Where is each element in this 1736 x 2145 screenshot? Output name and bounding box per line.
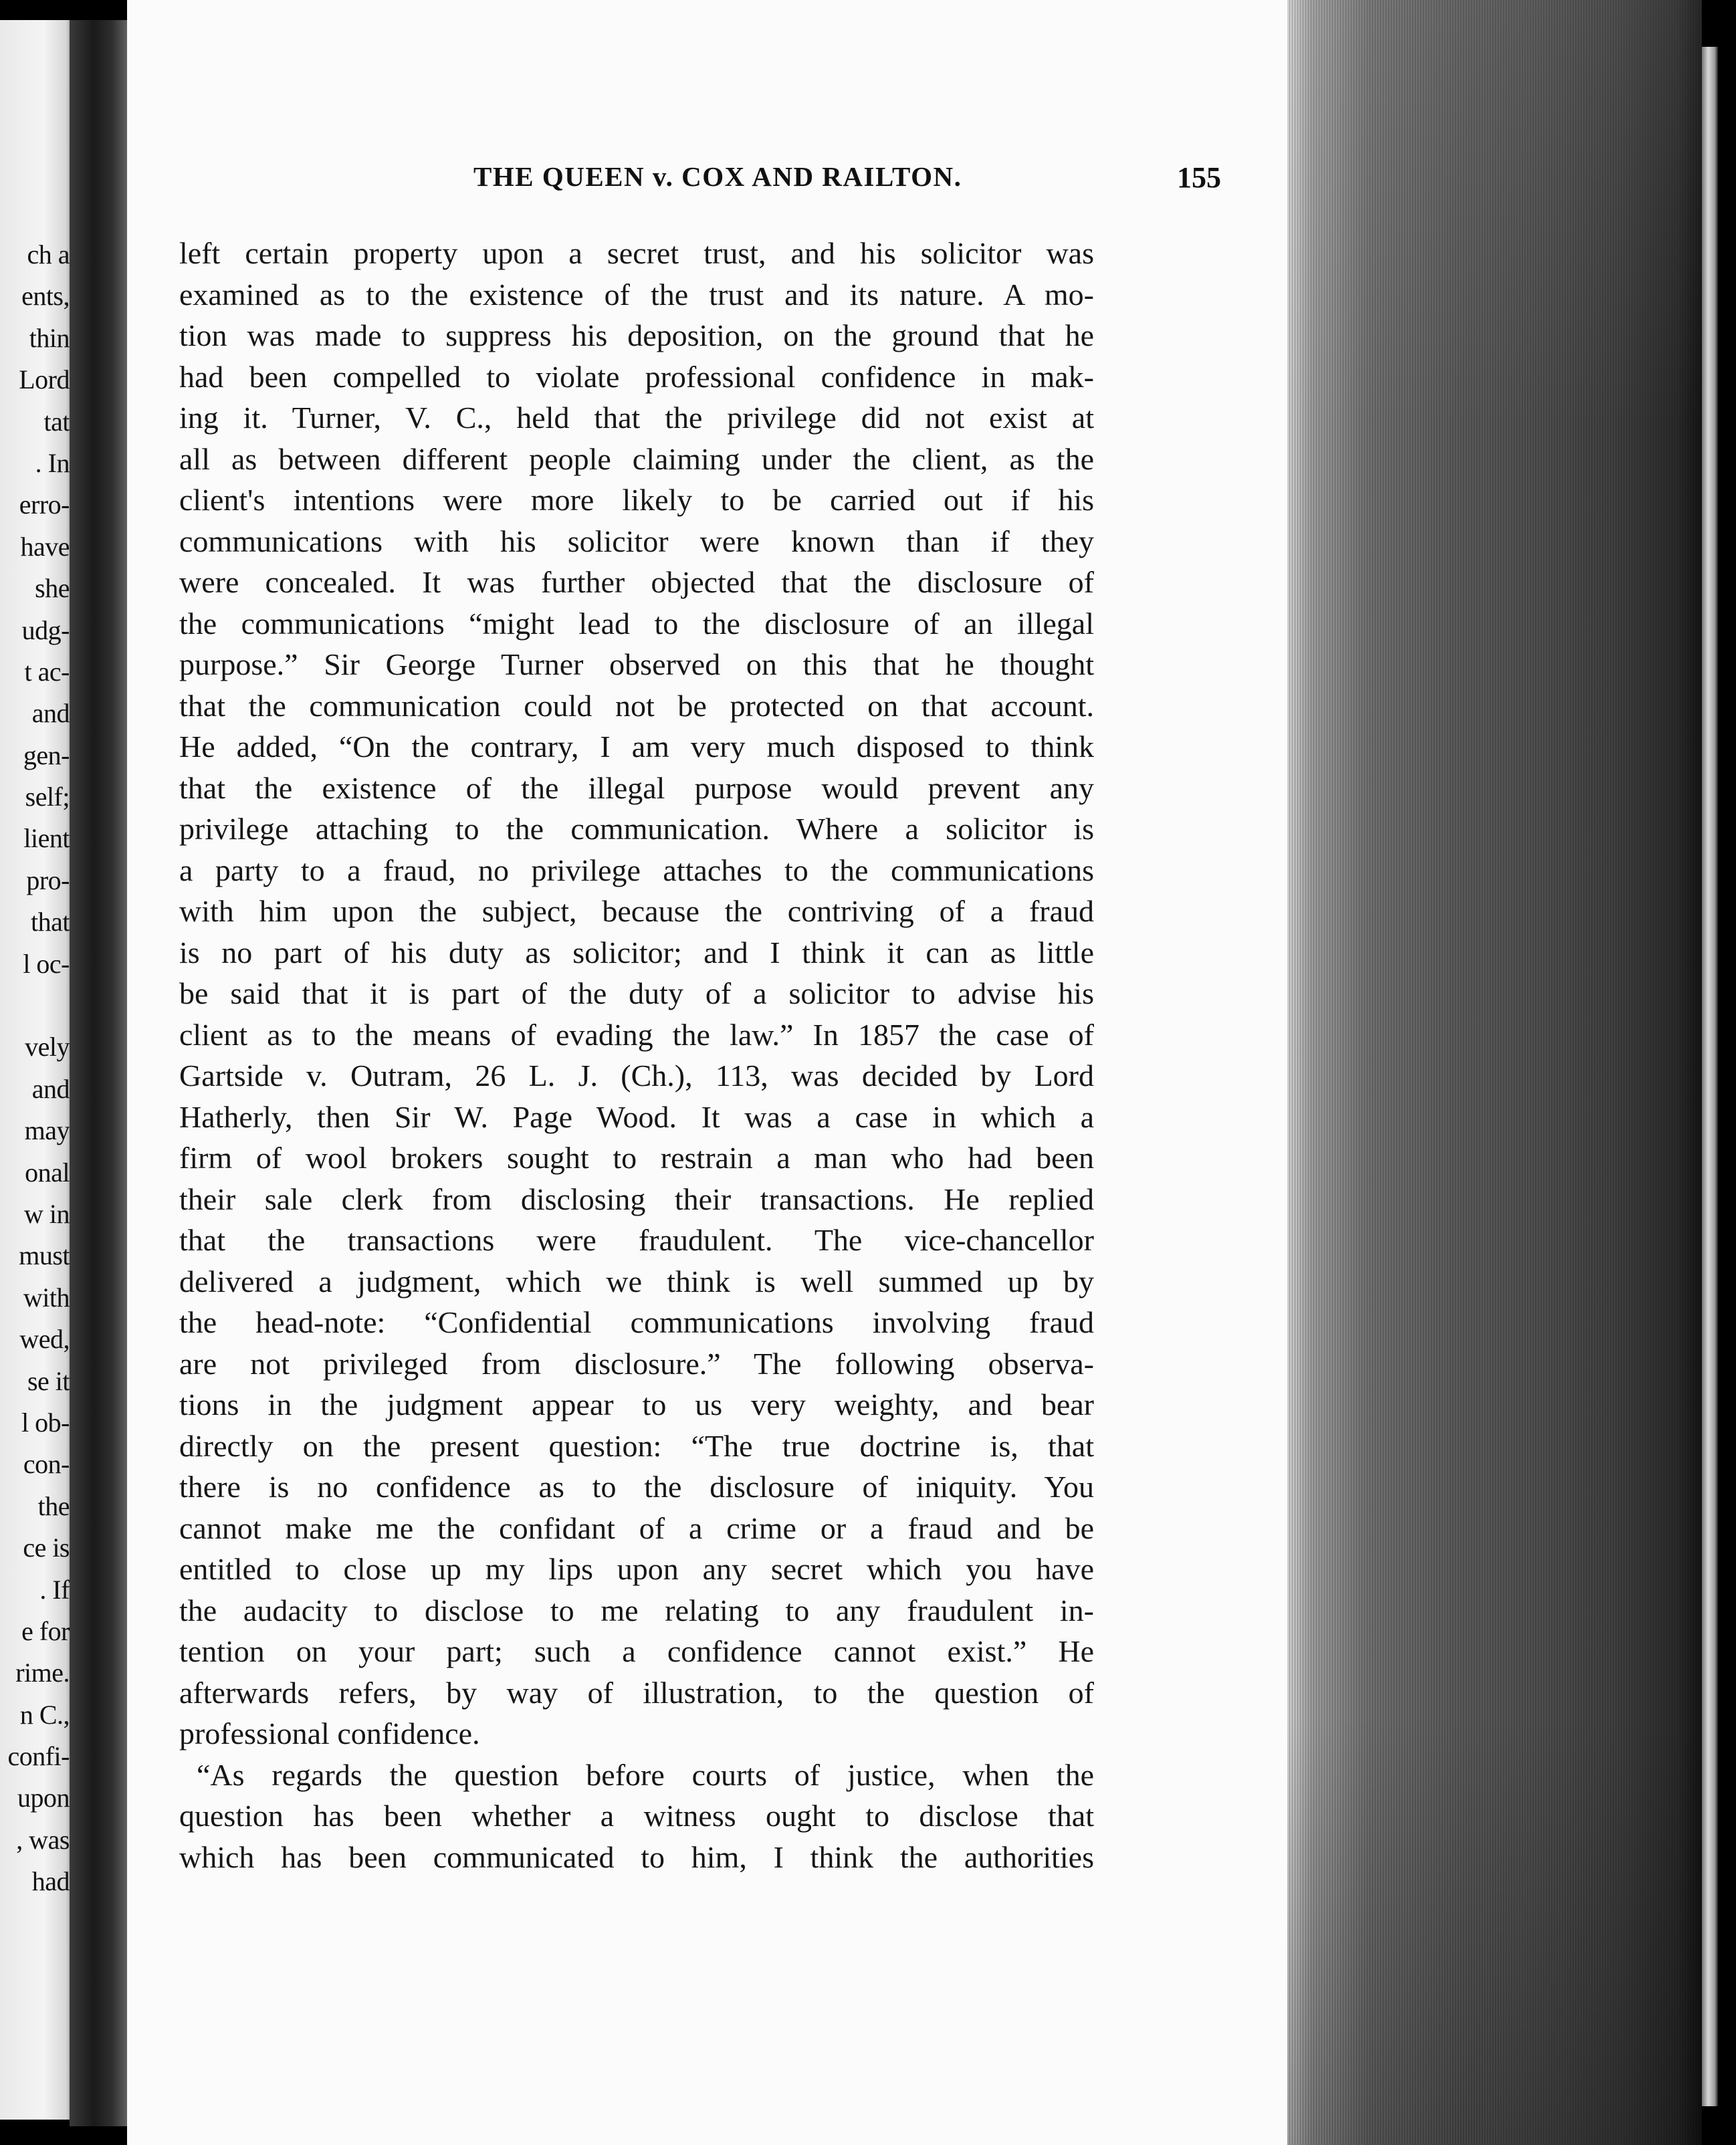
text-line: that the existence of the illegal purpose would prevent any — [179, 770, 1094, 805]
text-line: tention on your part; such a confidence cannot exist.” He — [179, 1634, 1094, 1668]
previous-page-line: with — [23, 1282, 70, 1313]
text-line: purpose.” Sir George Turner observed on this that he thought — [179, 647, 1094, 681]
previous-page-line: had — [31, 1866, 70, 1897]
previous-page-line: se it — [27, 1365, 70, 1396]
text-line: ing it. Turner, V. C., held that the privilege did not exist at — [179, 401, 1094, 435]
previous-page-line: con- — [23, 1449, 70, 1480]
text-line: a party to a fraud, no privilege attaches to the communications — [179, 853, 1094, 887]
text-line: be said that it is part of the duty of a solicitor to advise his — [179, 976, 1094, 1010]
previous-page-line: lient — [23, 823, 70, 854]
previous-page-line: . In — [35, 447, 70, 478]
previous-page-line — [0, 985, 70, 1026]
previous-page-line: vely — [25, 1032, 70, 1062]
text-line: client as to the means of evading the law.” In 1857 the case of — [179, 1017, 1094, 1052]
previous-page-line: ce is — [23, 1533, 70, 1563]
previous-page-line: pro- — [26, 865, 70, 895]
body-text — [179, 233, 1094, 1878]
text-line: there is no confidence as to the disclosure of iniquity. You — [179, 1470, 1094, 1504]
text-line: client's intentions were more likely to be carried out if his — [179, 483, 1094, 517]
text-line: professional confidence. — [179, 1716, 480, 1751]
previous-page-line: rime. — [15, 1658, 70, 1688]
text-line: privilege attaching to the communication. Where a solicitor is — [179, 812, 1094, 846]
book-fore-edge-shading — [1287, 0, 1702, 2145]
previous-page-line: n C., — [19, 1699, 70, 1730]
text-line: that the transactions were fraudulent. The vice-chancellor — [179, 1223, 1094, 1257]
text-line: the head-note: “Confidential communications involving fraud — [179, 1305, 1094, 1339]
text-line: were concealed. It was further objected that the disclosure of — [179, 565, 1094, 599]
text-line: their sale clerk from disclosing their transactions. He replied — [179, 1181, 1094, 1216]
previous-page-text — [0, 234, 70, 1903]
previous-page-line: may — [24, 1115, 70, 1146]
text-line: all as between different people claiming under the client, as the — [179, 441, 1094, 476]
text-line: are not privileged from disclosure.” The following observa- — [179, 1346, 1094, 1381]
previous-page-line: l ob- — [21, 1407, 70, 1438]
running-head-title: THE QUEEN v. COX AND RAILTON. — [473, 161, 962, 192]
previous-page-line: . If — [39, 1574, 70, 1605]
previous-page-line: confi- — [7, 1741, 70, 1772]
previous-page-line: w in — [24, 1198, 70, 1229]
previous-page-line: must — [19, 1240, 70, 1271]
previous-page-line: , was — [16, 1824, 70, 1855]
previous-page-line: e for — [21, 1615, 70, 1646]
previous-page-line: Lord — [19, 364, 70, 395]
text-line: with him upon the subject, because the contriving of a fraud — [179, 894, 1094, 928]
previous-page-line: l oc- — [23, 948, 70, 979]
previous-page-line: self; — [25, 782, 70, 812]
text-line: Hatherly, then Sir W. Page Wood. It was a case in which a — [179, 1099, 1094, 1134]
text-line: “As regards the question before courts of justice, when the — [197, 1757, 1094, 1792]
text-line: directly on the present question: “The true doctrine is, that — [179, 1428, 1094, 1463]
previous-page-line: ch a — [27, 239, 70, 269]
previous-page-line: udg- — [21, 614, 70, 645]
previous-page-line: onal — [25, 1157, 70, 1188]
page-number: 155 — [1177, 161, 1221, 194]
previous-page-line: and — [31, 1073, 70, 1104]
previous-page-line: wed, — [19, 1324, 70, 1355]
text-line: the communications “might lead to the disclosure of an illegal — [179, 606, 1094, 641]
text-line: communications with his solicitor were known than if they — [179, 524, 1094, 558]
text-line: had been compelled to violate professional confidence in mak- — [179, 359, 1094, 394]
text-line: Gartside v. Outram, 26 L. J. (Ch.), 113, was decided by Lord — [179, 1058, 1094, 1093]
previous-page-line: gen- — [23, 740, 70, 770]
book-gutter-shadow — [70, 20, 130, 2126]
text-line: that the communication could not be protected on that account. — [179, 688, 1094, 723]
previous-page-line: and — [31, 698, 70, 729]
text-line: He added, “On the contrary, I am very much disposed to think — [179, 729, 1094, 764]
previous-page-line: the — [37, 1490, 70, 1521]
previous-page-line: tat — [43, 406, 70, 437]
book-cover-edge — [1702, 47, 1718, 2106]
text-line: left certain property upon a secret trust, and his solicitor was — [179, 236, 1094, 270]
text-line: cannot make me the confidant of a crime or a fraud and be — [179, 1510, 1094, 1545]
text-line: delivered a judgment, which we think is well summed up by — [179, 1264, 1094, 1299]
text-line: which has been communicated to him, I think the authorities — [179, 1839, 1094, 1874]
text-line: examined as to the existence of the trust and its nature. A mo- — [179, 277, 1094, 312]
text-line: question has been whether a witness ought to disclose that — [179, 1799, 1094, 1833]
previous-page-line: ents, — [21, 281, 70, 312]
text-line: tion was made to suppress his deposition, on the ground that he — [179, 318, 1094, 352]
previous-page-line: erro- — [19, 489, 70, 520]
text-line: firm of wool brokers sought to restrain a man who had been — [179, 1141, 1094, 1175]
previous-page-line: she — [35, 573, 70, 604]
text-line: is no part of his duty as solicitor; and I think it can as little — [179, 935, 1094, 970]
text-line: the audacity to disclose to me relating to any fraudulent in- — [179, 1593, 1094, 1627]
text-line: entitled to close up my lips upon any secret which you have — [179, 1552, 1094, 1586]
running-head — [346, 160, 1221, 207]
text-line: afterwards refers, by way of illustration, to the question of — [179, 1675, 1094, 1710]
previous-page-line: that — [31, 907, 70, 937]
book-page — [127, 0, 1287, 2145]
previous-page-line: thin — [29, 322, 70, 353]
previous-page-line: have — [20, 531, 70, 562]
previous-page-line: upon — [17, 1783, 70, 1813]
text-line: tions in the judgment appear to us very weighty, and bear — [179, 1387, 1094, 1422]
previous-page-line: t ac- — [24, 656, 70, 687]
previous-page-edge — [0, 20, 74, 2120]
